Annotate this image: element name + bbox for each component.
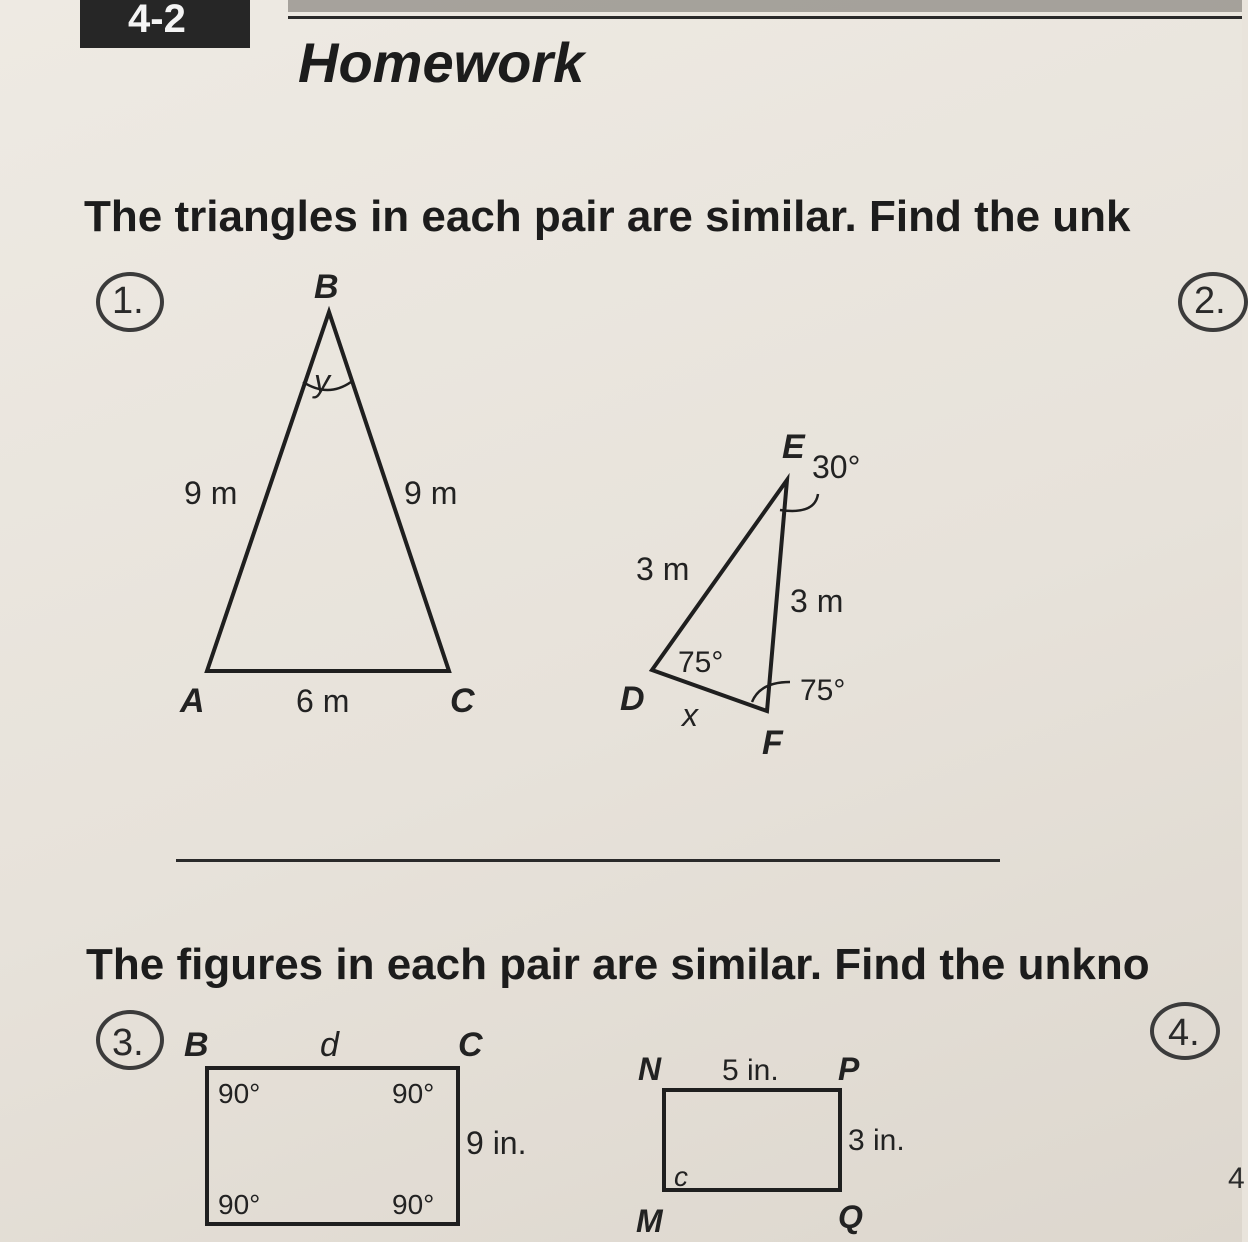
problem-3-number: 3. xyxy=(112,1022,144,1064)
vertex-label-c: C xyxy=(450,682,475,720)
side-label-ac: 6 m xyxy=(296,683,350,719)
problem-1-number: 1. xyxy=(112,280,144,322)
problem-2-number: 2. xyxy=(1194,280,1226,322)
problem-4-partial-label: 4 xyxy=(1228,1162,1245,1195)
vertex-label-d: D xyxy=(620,680,645,718)
problem-4-number: 4. xyxy=(1168,1012,1200,1054)
angle-label-e: 30° xyxy=(812,449,861,485)
side-label-de: 3 m xyxy=(636,551,690,587)
instruction-figures: The figures in each pair are similar. Find the unkno xyxy=(86,940,1150,989)
side-label-5in: 5 in. xyxy=(722,1054,779,1087)
vertex-label-p: P xyxy=(838,1051,860,1087)
angle-label-d: 75° xyxy=(678,646,724,679)
side-label-3in: 3 in. xyxy=(848,1124,905,1157)
vertex-label-q: Q xyxy=(838,1199,863,1235)
vertex-label-a: A xyxy=(180,682,205,720)
angle-label-tl: 90° xyxy=(218,1078,261,1109)
vertex-label-e: E xyxy=(782,428,805,466)
vertex-label-rect-b: B xyxy=(184,1026,209,1064)
vertex-label-b: B xyxy=(314,268,339,306)
angle-label-br: 90° xyxy=(392,1189,435,1220)
answer-line xyxy=(176,859,1000,862)
side-label-9in: 9 in. xyxy=(466,1125,527,1161)
angle-label-bl: 90° xyxy=(218,1189,261,1220)
side-label-df: x xyxy=(682,697,698,733)
angle-arc-f xyxy=(752,682,790,702)
angle-label-f: 75° xyxy=(800,674,846,707)
side-label-bc: 9 m xyxy=(404,475,458,511)
side-label-d: d xyxy=(320,1026,339,1064)
side-label-ab: 9 m xyxy=(184,475,238,511)
lesson-number-tab: 4-2 xyxy=(80,0,250,48)
side-label-c: c xyxy=(674,1161,688,1192)
vertex-label-m: M xyxy=(636,1203,663,1239)
angle-label-tr: 90° xyxy=(392,1078,435,1109)
vertex-label-n: N xyxy=(638,1051,662,1087)
rectangle-npqm xyxy=(664,1090,840,1190)
vertex-label-rect-c: C xyxy=(458,1026,483,1064)
homework-title: Homework xyxy=(298,31,585,94)
side-label-ef: 3 m xyxy=(790,583,844,619)
angle-label-y: y xyxy=(314,363,330,399)
vertex-label-f: F xyxy=(762,724,783,762)
instruction-triangles: The triangles in each pair are similar. Find the unk xyxy=(84,192,1131,241)
